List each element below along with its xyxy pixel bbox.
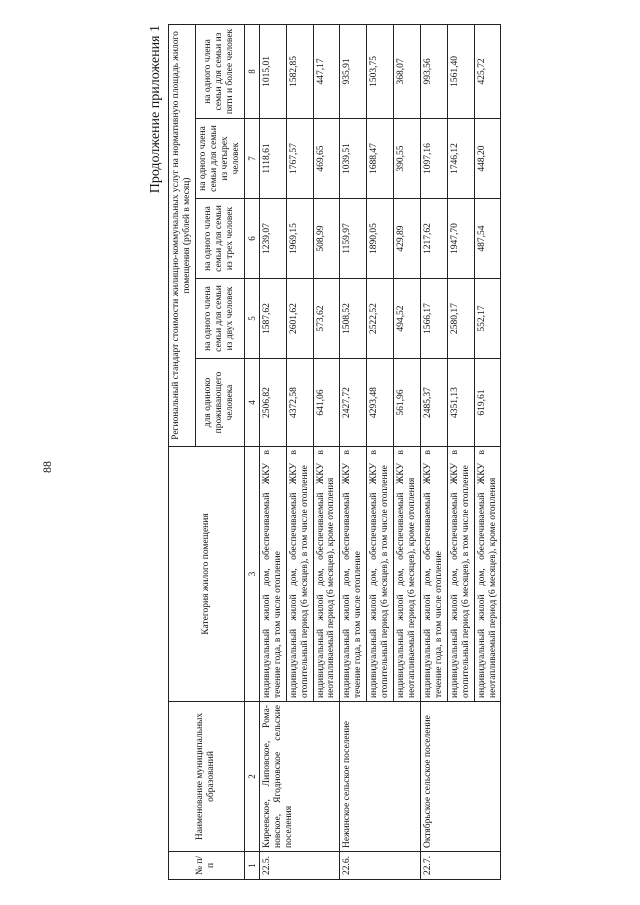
cell-value: 561,96	[394, 359, 421, 447]
row-category: индивидуальный жилой дом, обеспечиваемый ЖКУ в течение года, в том числе отопление	[259, 447, 286, 702]
cell-value: 1015,01	[259, 24, 286, 118]
cell-value: 448,20	[474, 119, 501, 199]
row-category: индивидуальный жилой дом, обеспечиваемый ЖКУ в течение года, в том числе отопление	[420, 447, 447, 702]
cell-value: 508,99	[313, 199, 340, 279]
cell-value: 1688,47	[367, 119, 394, 199]
cell-value: 4293,48	[367, 359, 394, 447]
cell-value: 425,72	[474, 24, 501, 118]
header-municipality: Наименование муниципальных образований	[169, 702, 245, 852]
row-category: индивидуальный жилой дом, обеспечиваемый ЖКУ в отопительный период (6 месяцев), в том числе отопление	[447, 447, 474, 702]
cell-value: 1118,61	[259, 119, 286, 199]
table-row	[340, 24, 367, 879]
cell-value: 1039,51	[340, 119, 367, 199]
colnum: 6	[244, 199, 259, 279]
cell-value: 1969,15	[286, 199, 313, 279]
cell-value: 1746,12	[447, 119, 474, 199]
cell-value: 469,65	[313, 119, 340, 199]
header-standard: Региональный стандарт стоимости жилищно-коммунальных услуг на нормативную площадь жилого помещения (рублей в месяц)	[169, 24, 196, 446]
cell-value: 1097,16	[420, 119, 447, 199]
colnum: 3	[244, 447, 259, 702]
cell-value: 1159,97	[340, 199, 367, 279]
column-numbers-row	[244, 24, 259, 879]
rotated-page-content	[148, 0, 608, 880]
cell-value: 390,55	[394, 119, 421, 199]
row-category: индивидуальный жилой дом, обеспечиваемый ЖКУ в отопительный период (6 месяцев), в том числе отопление	[286, 447, 313, 702]
header-category: Категория жилого помещения	[169, 447, 245, 702]
cell-value: 4351,13	[447, 359, 474, 447]
cell-value: 993,56	[420, 24, 447, 118]
cell-value: 447,17	[313, 24, 340, 118]
cell-value: 1217,62	[420, 199, 447, 279]
cell-value: 1587,62	[259, 279, 286, 359]
caption: Продолжение приложения 1	[148, 25, 163, 194]
cell-value: 619,61	[474, 359, 501, 447]
row-municipality: Октябрьское сельское поселение	[420, 702, 501, 852]
cell-value: 1503,75	[367, 24, 394, 118]
row-num: 22.7.	[420, 852, 501, 880]
colnum: 7	[244, 119, 259, 199]
row-category: индивидуальный жилой дом, обеспечиваемый ЖКУ в неотапливаемый период (6 месяцев), кроме отопления	[474, 447, 501, 702]
row-category: индивидуальный жилой дом, обеспечиваемый ЖКУ в неотапливаемый период (6 месяцев), кроме отопления	[394, 447, 421, 702]
cell-value: 1239,07	[259, 199, 286, 279]
cell-value: 368,07	[394, 24, 421, 118]
header-sub-2: на одного члена семьи для семьи из двух человек	[195, 279, 244, 359]
page-number: 88	[40, 461, 54, 473]
cell-value: 935,91	[340, 24, 367, 118]
row-num: 22.5.	[259, 852, 340, 880]
cell-value: 494,52	[394, 279, 421, 359]
cell-value: 1582,85	[286, 24, 313, 118]
cell-value: 1561,40	[447, 24, 474, 118]
header-num: № п/п	[169, 852, 245, 880]
cell-value: 552,17	[474, 279, 501, 359]
row-category: индивидуальный жилой дом, обеспечиваемый ЖКУ в отопительный период (6 месяцев), в том числе отопление	[367, 447, 394, 702]
cell-value: 1947,70	[447, 199, 474, 279]
colnum: 2	[244, 702, 259, 852]
cell-value: 2580,17	[447, 279, 474, 359]
cell-value: 2522,52	[367, 279, 394, 359]
cell-value: 487,54	[474, 199, 501, 279]
colnum: 8	[244, 24, 259, 118]
cell-value: 641,06	[313, 359, 340, 447]
cell-value: 1890,05	[367, 199, 394, 279]
cell-value: 2601,62	[286, 279, 313, 359]
row-num: 22.6.	[340, 852, 421, 880]
regional-standard-table	[168, 24, 501, 880]
cell-value: 429,89	[394, 199, 421, 279]
cell-value: 2506,82	[259, 359, 286, 447]
row-municipality: Нежинское сельское поселение	[340, 702, 421, 852]
cell-value: 2485,37	[420, 359, 447, 447]
table-row	[420, 24, 447, 879]
table-row	[259, 24, 286, 879]
cell-value: 2427,72	[340, 359, 367, 447]
cell-value: 573,62	[313, 279, 340, 359]
colnum: 5	[244, 279, 259, 359]
header-sub-4: на одного члена семьи для семьи из четырех человек	[195, 119, 244, 199]
colnum: 4	[244, 359, 259, 447]
header-sub-3: на одного члена семьи для семьи из трех человек	[195, 199, 244, 279]
cell-value: 1566,17	[420, 279, 447, 359]
row-municipality: Киреевское, Липовское, Рома-новское, Ягодновское сельские поселения	[259, 702, 340, 852]
header-sub-5: на одного члена семьи для семьи из пяти и более человек	[195, 24, 244, 118]
cell-value: 4372,58	[286, 359, 313, 447]
row-category: индивидуальный жилой дом, обеспечиваемый ЖКУ в течение года, в том числе отопление	[340, 447, 367, 702]
header-sub-1: для одиноко проживающего человека	[195, 359, 244, 447]
colnum: 1	[244, 852, 259, 880]
cell-value: 1767,57	[286, 119, 313, 199]
cell-value: 1508,52	[340, 279, 367, 359]
row-category: индивидуальный жилой дом, обеспечиваемый ЖКУ в неотапливаемый период (6 месяцев), кроме отопления	[313, 447, 340, 702]
